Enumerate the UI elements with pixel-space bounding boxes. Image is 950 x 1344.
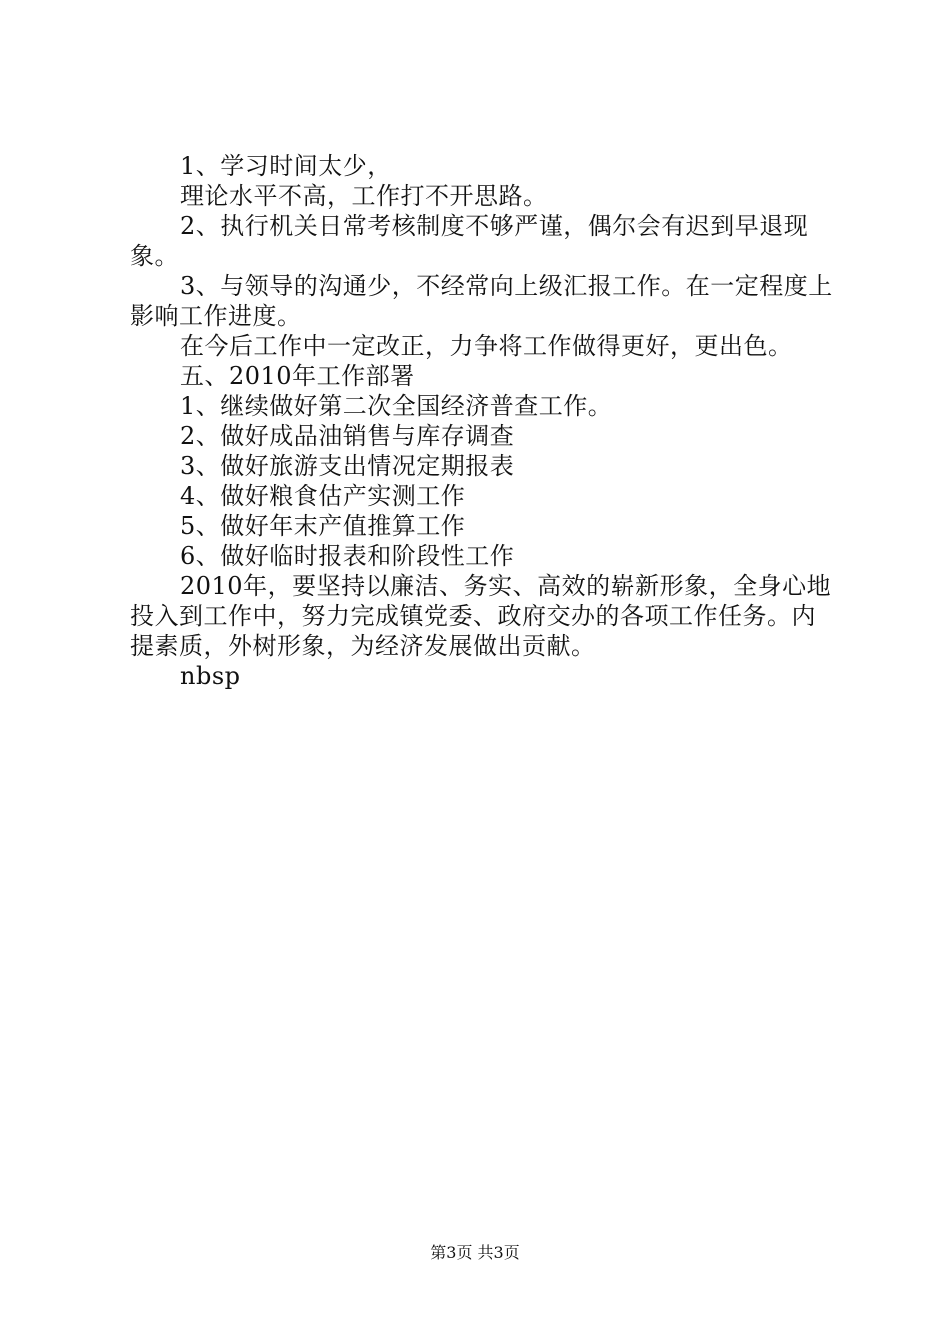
- paragraph-4: 3、与领导的沟通少，不经常向上级汇报工作。在一定程度上影响工作进度。: [130, 272, 833, 330]
- document-body: [130, 151, 840, 691]
- list-item: 5、做好年末产值推算工作: [180, 512, 466, 540]
- paragraph-2: 理论水平不高，工作打不开思路。: [180, 182, 548, 210]
- list-item: 4、做好粮食估产实测工作: [180, 482, 466, 510]
- closing-paragraph: 2010年，要坚持以廉洁、务实、高效的崭新形象，全身心地投入到工作中，努力完成镇党委、政府交办的各项工作任务。内提素质，外树形象，为经济发展做出贡献。: [130, 572, 832, 660]
- page-footer: 第3页 共3页: [430, 1243, 520, 1262]
- list-item: 1、继续做好第二次全国经济普查工作。: [180, 392, 613, 420]
- list-item: 3、做好旅游支出情况定期报表: [180, 452, 515, 480]
- list-item: 6、做好临时报表和阶段性工作: [180, 542, 515, 570]
- paragraph-5: 在今后工作中一定改正，力争将工作做得更好，更出色。: [180, 332, 793, 360]
- list-item: 2、做好成品油销售与库存调查: [180, 422, 515, 450]
- paragraph-3: 2、执行机关日常考核制度不够严谨，偶尔会有迟到早退现象。: [130, 212, 809, 270]
- trailing-text: nbsp: [180, 662, 241, 690]
- paragraph-1: 1、学习时间太少，: [180, 152, 392, 180]
- section-heading: 五、2010年工作部署: [180, 362, 415, 390]
